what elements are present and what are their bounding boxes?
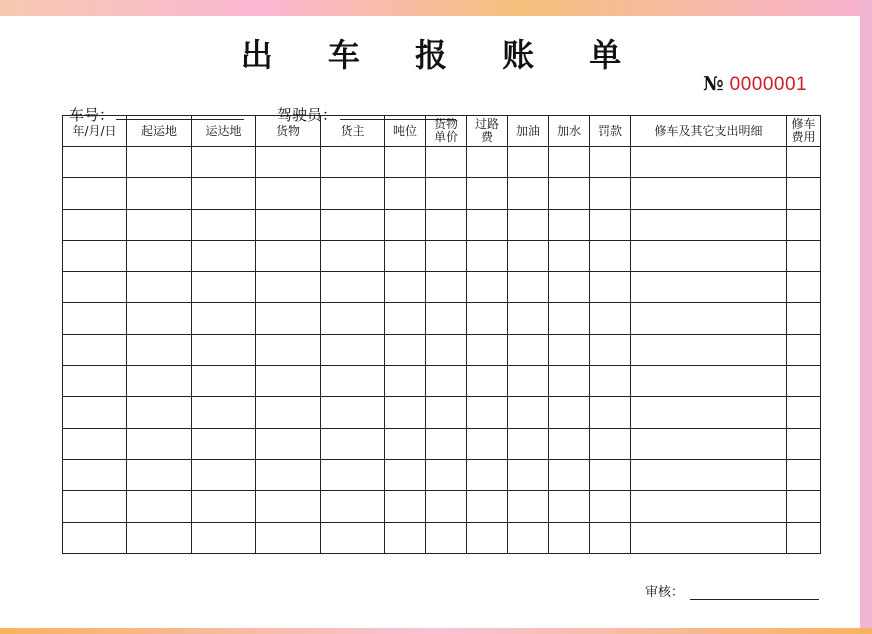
table-cell[interactable] (321, 334, 385, 365)
table-cell[interactable] (385, 366, 426, 397)
table-cell[interactable] (127, 334, 192, 365)
table-cell[interactable] (256, 334, 321, 365)
table-cell[interactable] (467, 209, 508, 240)
table-cell[interactable] (508, 334, 549, 365)
table-cell[interactable] (590, 459, 631, 490)
table-cell[interactable] (321, 491, 385, 522)
table-cell[interactable] (508, 397, 549, 428)
table-cell[interactable] (549, 209, 590, 240)
table-cell[interactable] (631, 334, 787, 365)
table-cell[interactable] (426, 272, 467, 303)
column-header-label: 修车 费用 (791, 117, 816, 144)
table-cell[interactable] (787, 366, 821, 397)
table-cell[interactable] (192, 397, 256, 428)
table-cell[interactable] (426, 178, 467, 209)
table-row (63, 522, 821, 553)
table-cell[interactable] (385, 491, 426, 522)
table-cell[interactable] (385, 209, 426, 240)
table-cell[interactable] (256, 209, 321, 240)
column-header-fine (590, 116, 631, 147)
serial-number-value: 0000001 (729, 74, 808, 95)
table-cell[interactable] (590, 272, 631, 303)
table-cell[interactable] (256, 366, 321, 397)
table-cell[interactable] (321, 428, 385, 459)
table-cell[interactable] (256, 428, 321, 459)
table-cell[interactable] (426, 397, 467, 428)
table-cell[interactable] (192, 240, 256, 271)
table-cell[interactable] (63, 428, 127, 459)
table-row (63, 334, 821, 365)
table-cell[interactable] (508, 522, 549, 553)
column-header-label: 修车及其它支出明细 (654, 123, 763, 138)
table-cell[interactable] (385, 178, 426, 209)
table-cell[interactable] (590, 147, 631, 178)
approval-field[interactable] (690, 599, 819, 600)
table-cell[interactable] (549, 334, 590, 365)
table-cell[interactable] (321, 397, 385, 428)
table-cell[interactable] (426, 209, 467, 240)
table-cell[interactable] (590, 397, 631, 428)
table-row (63, 147, 821, 178)
table-cell[interactable] (426, 240, 467, 271)
table-cell[interactable] (256, 147, 321, 178)
column-header-unit-price (426, 116, 467, 147)
column-header-label: 货物 (275, 123, 300, 138)
table-cell[interactable] (467, 459, 508, 490)
table-row (63, 491, 821, 522)
table-cell[interactable] (590, 522, 631, 553)
table-cell[interactable] (192, 334, 256, 365)
table-cell[interactable] (63, 178, 127, 209)
column-header-label: 罚款 (597, 123, 622, 138)
table-row (63, 303, 821, 334)
table-cell[interactable] (192, 522, 256, 553)
table-cell[interactable] (385, 428, 426, 459)
table-cell[interactable] (192, 272, 256, 303)
top-decorative-border (0, 0, 872, 16)
column-header-date (63, 116, 127, 147)
table-body (63, 147, 821, 554)
column-header-label: 过路 费 (474, 117, 499, 144)
table-cell[interactable] (549, 178, 590, 209)
table-cell[interactable] (549, 366, 590, 397)
table-header-row (63, 116, 821, 147)
column-header-tonnage (385, 116, 426, 147)
table-cell[interactable] (508, 459, 549, 490)
column-header-repair-details (631, 116, 787, 147)
table-cell[interactable] (508, 303, 549, 334)
table-cell[interactable] (426, 522, 467, 553)
table-cell[interactable] (63, 240, 127, 271)
table-cell[interactable] (256, 397, 321, 428)
table-cell[interactable] (631, 272, 787, 303)
table-cell[interactable] (631, 428, 787, 459)
driver-label: 驾驶员： (277, 106, 338, 124)
table-cell[interactable] (426, 491, 467, 522)
table-cell[interactable] (192, 303, 256, 334)
table-row (63, 240, 821, 271)
table-cell[interactable] (127, 209, 192, 240)
table-cell[interactable] (321, 178, 385, 209)
table-cell[interactable] (63, 491, 127, 522)
table-row (63, 397, 821, 428)
table-cell[interactable] (63, 522, 127, 553)
table-cell[interactable] (256, 491, 321, 522)
table-cell[interactable] (385, 240, 426, 271)
table-cell[interactable] (590, 491, 631, 522)
column-header-label: 运达地 (205, 123, 242, 138)
table-cell[interactable] (321, 303, 385, 334)
table-cell[interactable] (787, 428, 821, 459)
table-cell[interactable] (631, 147, 787, 178)
table-cell[interactable] (549, 303, 590, 334)
table-cell[interactable] (590, 366, 631, 397)
table-cell[interactable] (631, 178, 787, 209)
table-cell[interactable] (787, 397, 821, 428)
table-cell[interactable] (467, 522, 508, 553)
form-title: 出 车 报 账 单 (240, 36, 644, 74)
table-cell[interactable] (321, 147, 385, 178)
table-cell[interactable] (127, 397, 192, 428)
table-cell[interactable] (631, 459, 787, 490)
table-cell[interactable] (467, 147, 508, 178)
table-cell[interactable] (63, 397, 127, 428)
table-cell[interactable] (192, 178, 256, 209)
table-cell[interactable] (508, 428, 549, 459)
column-header-label: 加水 (556, 123, 581, 138)
column-header-label: 货物 单价 (433, 117, 458, 144)
bottom-decorative-border (0, 628, 872, 634)
table-cell[interactable] (508, 178, 549, 209)
table-cell[interactable] (385, 272, 426, 303)
table-cell[interactable] (192, 428, 256, 459)
table-cell[interactable] (192, 366, 256, 397)
table-cell[interactable] (787, 272, 821, 303)
table-cell[interactable] (127, 240, 192, 271)
table-cell[interactable] (631, 240, 787, 271)
table-cell[interactable] (256, 303, 321, 334)
table-cell[interactable] (63, 459, 127, 490)
table-cell[interactable] (127, 491, 192, 522)
table-cell[interactable] (631, 522, 787, 553)
table-cell[interactable] (192, 209, 256, 240)
column-header-toll (467, 116, 508, 147)
table-cell[interactable] (631, 491, 787, 522)
table-cell[interactable] (549, 240, 590, 271)
table-cell[interactable] (549, 428, 590, 459)
table-cell[interactable] (192, 459, 256, 490)
table-cell[interactable] (508, 240, 549, 271)
table-cell[interactable] (590, 303, 631, 334)
table-cell[interactable] (63, 334, 127, 365)
table-cell[interactable] (590, 428, 631, 459)
table-cell[interactable] (549, 459, 590, 490)
right-decorative-border (860, 0, 872, 634)
table-cell[interactable] (256, 178, 321, 209)
table-cell[interactable] (321, 240, 385, 271)
column-header-water (549, 116, 590, 147)
table-row (63, 366, 821, 397)
table-cell[interactable] (426, 428, 467, 459)
table-cell[interactable] (426, 334, 467, 365)
column-header-label: 加油 (515, 123, 540, 138)
table-cell[interactable] (549, 147, 590, 178)
table-cell[interactable] (549, 397, 590, 428)
table-cell[interactable] (787, 147, 821, 178)
table-cell[interactable] (467, 428, 508, 459)
table-cell[interactable] (467, 240, 508, 271)
table-cell[interactable] (787, 491, 821, 522)
table-cell[interactable] (192, 147, 256, 178)
table-cell[interactable] (508, 209, 549, 240)
table-cell[interactable] (508, 272, 549, 303)
column-header-destination (192, 116, 256, 147)
table-cell[interactable] (787, 240, 821, 271)
approval-label: 审核： (645, 585, 685, 600)
column-header-fuel (508, 116, 549, 147)
vehicle-number-label: 车号： (69, 106, 115, 124)
table-cell[interactable] (508, 366, 549, 397)
table-cell[interactable] (549, 272, 590, 303)
table-cell[interactable] (787, 178, 821, 209)
table-cell[interactable] (385, 522, 426, 553)
table-cell[interactable] (256, 240, 321, 271)
table-cell[interactable] (127, 272, 192, 303)
table-cell[interactable] (127, 428, 192, 459)
table-row (63, 209, 821, 240)
table-cell[interactable] (590, 240, 631, 271)
column-header-goods (256, 116, 321, 147)
table-cell[interactable] (385, 303, 426, 334)
table-cell[interactable] (467, 334, 508, 365)
table-cell[interactable] (256, 459, 321, 490)
table-cell[interactable] (321, 522, 385, 553)
number-sign: № (703, 73, 724, 95)
table-cell[interactable] (127, 366, 192, 397)
column-header-origin (127, 116, 192, 147)
table-cell[interactable] (385, 334, 426, 365)
table-cell[interactable] (63, 147, 127, 178)
table-cell[interactable] (127, 522, 192, 553)
table-cell[interactable] (631, 303, 787, 334)
table-cell[interactable] (631, 397, 787, 428)
table-cell[interactable] (787, 522, 821, 553)
table-cell[interactable] (467, 397, 508, 428)
column-header-label: 货主 (340, 123, 365, 138)
table-cell[interactable] (467, 366, 508, 397)
table-cell[interactable] (426, 366, 467, 397)
table-cell[interactable] (467, 272, 508, 303)
table-cell[interactable] (321, 209, 385, 240)
table-cell[interactable] (426, 147, 467, 178)
table-cell[interactable] (256, 272, 321, 303)
expense-table (62, 115, 821, 554)
table-cell[interactable] (385, 147, 426, 178)
table-cell[interactable] (385, 397, 426, 428)
table-cell[interactable] (787, 459, 821, 490)
table-row (63, 272, 821, 303)
table-cell[interactable] (590, 334, 631, 365)
table-cell[interactable] (63, 272, 127, 303)
table-cell[interactable] (787, 303, 821, 334)
table-cell[interactable] (127, 147, 192, 178)
table-cell[interactable] (127, 303, 192, 334)
table-row (63, 428, 821, 459)
table-row (63, 178, 821, 209)
table-cell[interactable] (467, 178, 508, 209)
column-header-label: 吨位 (392, 123, 417, 138)
table-cell[interactable] (787, 334, 821, 365)
table-cell[interactable] (321, 459, 385, 490)
table-cell[interactable] (426, 303, 467, 334)
table-cell[interactable] (590, 178, 631, 209)
column-header-shipper (321, 116, 385, 147)
table-cell[interactable] (508, 147, 549, 178)
table-cell[interactable] (467, 491, 508, 522)
table-cell[interactable] (321, 272, 385, 303)
table-cell[interactable] (426, 459, 467, 490)
table-cell[interactable] (631, 366, 787, 397)
table-cell[interactable] (508, 491, 549, 522)
serial-number (703, 73, 807, 96)
column-header-repair-cost (787, 116, 821, 147)
table-cell[interactable] (385, 459, 426, 490)
column-header-label: 年/月/日 (72, 123, 117, 138)
table-cell[interactable] (256, 522, 321, 553)
table-cell[interactable] (127, 459, 192, 490)
table-cell[interactable] (549, 522, 590, 553)
table-cell[interactable] (467, 303, 508, 334)
column-header-label: 起运地 (140, 123, 177, 138)
table-cell[interactable] (192, 491, 256, 522)
table-cell[interactable] (321, 366, 385, 397)
table-cell[interactable] (549, 491, 590, 522)
table-cell[interactable] (127, 178, 192, 209)
table-cell[interactable] (787, 209, 821, 240)
table-row (63, 459, 821, 490)
table-cell[interactable] (63, 303, 127, 334)
table-cell[interactable] (590, 209, 631, 240)
table-cell[interactable] (63, 366, 127, 397)
table-cell[interactable] (631, 209, 787, 240)
table-cell[interactable] (63, 209, 127, 240)
